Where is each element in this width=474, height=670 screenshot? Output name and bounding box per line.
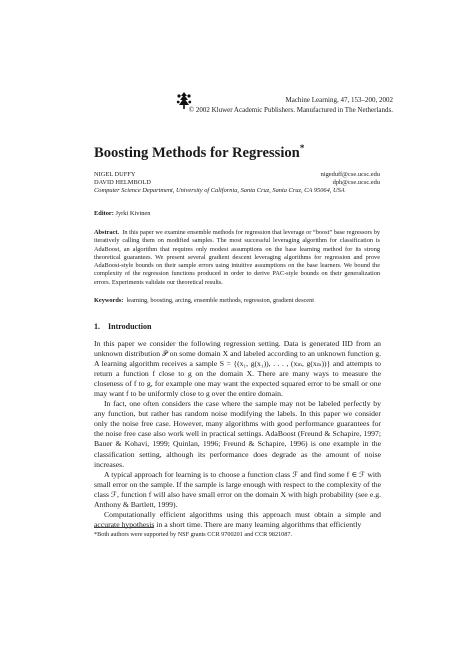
abstract-label: Abstract. — [94, 229, 120, 236]
title-footnote-mark: * — [299, 143, 305, 153]
copyright-line: © 2002 Kluwer Academic Publishers. Manufactured in The Netherlands. — [188, 105, 393, 114]
journal-header — [189, 96, 393, 115]
author-row — [94, 179, 380, 187]
paper-title — [94, 143, 304, 162]
author-email: nigeduff@cse.ucsc.edu — [320, 171, 380, 178]
body-paragraph: In this paper we consider the following regression setting. Data is generated IID from an unknown distribution 𝒫 on some domain X and labeled according to an unknown function g. A learning algorithm receives a sample S = {(x₁, g(x₁)), . . . , (xₘ, g(xₘ))} and attempts to return a function f close to g on the domain X. There are many ways to measure the closeness of f to g, for example one may want the expected squared error to be small or one may want f to be uniformly close to g over the entire domain. — [94, 339, 381, 399]
body-text — [94, 339, 381, 530]
keywords — [94, 297, 314, 304]
author-email: dph@cse.ucsc.edu — [332, 179, 380, 186]
editor-label: Editor: — [94, 210, 114, 217]
author-name: DAVID HELMBOLD — [94, 179, 151, 186]
keywords-label: Keywords: — [94, 297, 124, 304]
body-paragraph: A typical approach for learning is to choose a function class ℱ and find some f ∈ ℱ with small error on the sample. If the sample is large enough with respect to the complexity of the class ℱ, function f will also have small error on the domain X with high probability (see e.g. Anthony & Bartlett, 1999). — [94, 469, 381, 509]
abstract — [94, 229, 380, 287]
section-title: Introduction — [108, 322, 152, 331]
paper-title-text: Boosting Methods for Regression — [94, 144, 300, 161]
editor-line — [94, 210, 150, 217]
footnote: *Both authors were supported by NSF grants CCR 9700201 and CCR 9821087. — [94, 531, 292, 538]
section-heading — [94, 322, 151, 331]
footnote-divider — [94, 527, 154, 528]
journal-citation: Machine Learning, 47, 153–200, 2002 — [285, 96, 393, 104]
body-paragraph: Computationally efficient algorithms using this approach must obtain a simple and accurate hypothesis in a short time. There are many learning algorithms that efficiently — [94, 509, 381, 529]
body-paragraph: In fact, one often considers the case where the sample may not be labeled perfectly by any function, but rather has random noise modifying the labels. In this paper we consider only the noise free case. However, many algorithms with good performance guarantees for the noise free case also work well in practical settings. AdaBoost (Freund & Schapire, 1997; Bauer & Kohavi, 1999; Quinlan, 1996; Freund & Schapire, 1996) is one example in the classification setting, although its performance does degrade as the amount of noise increases. — [94, 399, 381, 469]
keywords-text: learning, boosting, arcing, ensemble methods, regression, gradient descent — [126, 297, 315, 304]
author-row — [94, 171, 380, 179]
abstract-text: In this paper we examine ensemble methods for regression that leverage or “boost” base regressors by iteratively calling them on modified samples. The most successful leveraging algorithm for classification is AdaBoost, an algorithm that requires only modest assumptions on the base learning method for its strong theoretical guarantees. We present several gradient descent leveraging algorithms for regression and prove AdaBoost-style bounds on their sample errors using intuitive assumptions on the base learners. We bound the complexity of the regression functions produced in order to derive PAC-style bounds on their generalization errors. Experiments validate our theoretical results. — [94, 229, 380, 286]
editor-name: Jyrki Kivinen — [115, 210, 151, 217]
section-number: 1. — [94, 322, 100, 331]
affiliation: Computer Science Department, University of California, Santa Cruz, Santa Cruz, CA 95064, USA — [94, 187, 345, 194]
author-name: NIGEL DUFFY — [94, 171, 136, 178]
